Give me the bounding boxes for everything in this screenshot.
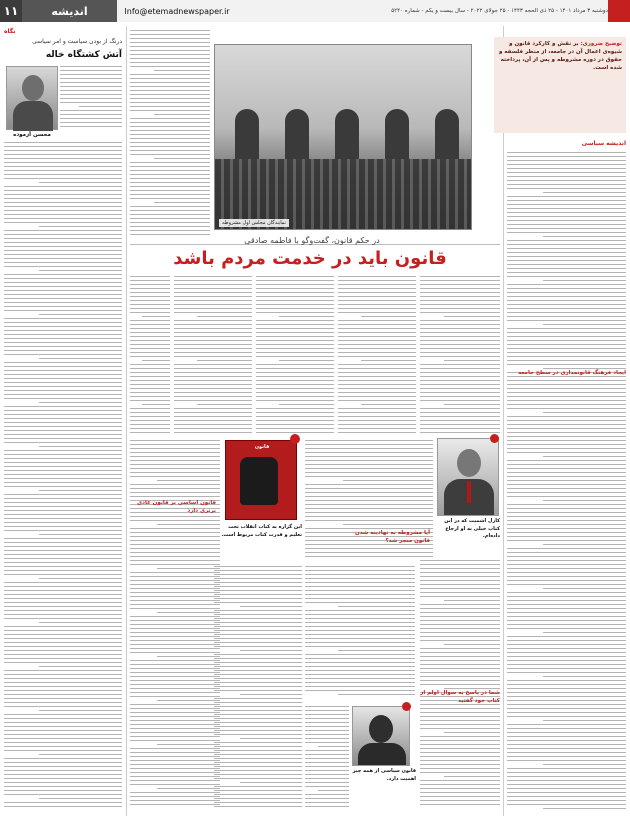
article-body [130,440,220,810]
logo-mark [608,0,630,22]
portrait-caption: کارل اشمیت که در این کتاب خیلی به او ارجاع داده‌ام. [444,518,500,539]
page-number: ۱۱ [0,0,22,22]
article-body [130,276,170,436]
pull-quote: شما در پاسخ به سوال اولم از کتاب خود گفتید [420,690,500,704]
column-kicker: درنگ از بودن سیاست و امر سیاسی [32,38,122,45]
column-title: آتش کشتگاه خاله [45,50,122,60]
article-body [338,276,416,436]
lead-kicker: توضیح ضروری: [580,41,622,47]
article-headline: قانون باید در خدمت مردم باشد [173,248,447,269]
book-caption: این گزاره به کتاب انقلاب تحت تعلیم و قدرت کتاب مربوط است. [221,524,302,538]
page-header [0,0,630,22]
article-body [256,276,334,436]
pull-quote: ایجاد فرهنگ قانونمداری در سطح جامعه [518,370,626,376]
email-link[interactable]: Info@etemadnewspaper.ir [117,0,237,22]
column-divider [126,26,127,816]
portrait-caption: قانون سیاسی از همه چیز اهمیت دارد. [352,768,416,782]
image-badge [290,434,300,444]
book-cover-image [225,440,297,520]
left-column-text [4,142,122,812]
column-label: نگاه [4,28,16,35]
lead-text: بر نقش و کارکرد قانون و شیوه‌ی اعمال آن در جامعه، از منظر فلسفه و حقوق در دوره مشروطه و پس از آن، پرداخته شده است. [498,41,622,71]
main-photo [214,44,472,230]
right-column-text [507,152,626,814]
portrait-photo [437,438,499,516]
article-body [305,706,349,810]
article-body [214,566,302,810]
article-body [305,566,415,700]
intro-column-text [130,30,210,240]
photo-caption: نمایندگان مجلس اول مشروطه [219,219,289,227]
book-cover-title: قانون [254,444,270,450]
author-photo [6,66,58,130]
left-column-text [60,66,122,132]
image-badge [402,702,411,711]
article-body [420,276,500,436]
dateline: دوشنبه ۳ مرداد ۱۴۰۱ - ۲۵ ذی الحجه ۱۴۴۳ - ۲۵ جولای ۲۰۲۲ - سال بیست و یکم - شماره ۵۲۴۰ [237,0,608,22]
article-body [174,276,252,436]
section-tag: اندیشه سیاسی [581,140,626,147]
author-name: محسن آزموده [13,132,51,138]
section-name: اندیشه [22,0,117,22]
image-badge [490,434,499,443]
portrait-photo [352,706,410,766]
article-kicker: در حکم قانون، گفت‌وگو با فاطمه صادقی [244,236,380,245]
article-body [420,560,500,810]
pull-quote: آیا مشروطه به نهادینه شدن قانون منجر شد؟ [355,530,430,544]
pull-quote: قانون اساسی بر قانون عادی برتری دارد [137,500,216,514]
lead-box [494,37,626,133]
